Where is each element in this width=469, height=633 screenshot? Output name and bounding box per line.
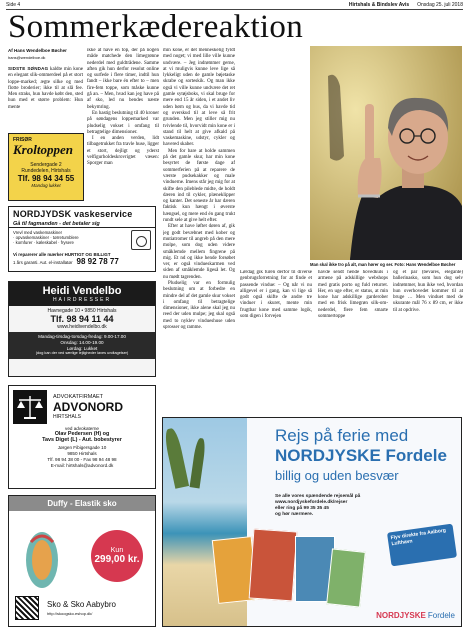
article-title: Sommerkædereaktion <box>8 9 304 45</box>
author-email[interactable]: hans@wendelboe.dk <box>8 55 46 60</box>
ad-advonord-email[interactable]: E-mail: hirtshals@advonord.dk <box>50 462 114 468</box>
issue-date: Onsdag 25. juli 2018 <box>417 2 463 8</box>
ad-advonord-tel: Tlf. 98 94 38 00 - Fax 98 94 48 98 <box>47 456 117 462</box>
ad-heidi-phone: Tlf. 98 94 11 44 <box>50 314 114 324</box>
brochure-images <box>215 530 365 616</box>
photo-caption: Man skal ikke tro på alt, man hører og ser. Foto: Hans Wendelboe Bøcher <box>310 262 456 267</box>
flight-badge <box>387 524 457 567</box>
ad-advonord-line1: ADVOKATFIRMAET <box>53 394 104 400</box>
col2-p1: ikke at have en top, der på nogen måde matchede den limegrønne nederdel med guldtrådene. Samme aften gik hun derfor resolut online og surfede i flere timer, indtil hun fandt – ikke bare én efter to – men fire-fem toppe, som måske kunne gå an. – Men, hvad kan jeg have på af sko, led nu bendes næste bekymring. <box>87 48 159 110</box>
ad-heidi-hours-1: Mandag-tirsdag-torsdag-fredag: 9.00-17.00 <box>38 334 126 339</box>
ad-heidi-address: Havnegade 10 • 9850 Hirtshals <box>47 308 117 314</box>
service-line-3: · komfurer · køleskabel · frysere <box>13 240 74 246</box>
ad-advonord-city: HIRTSHALS <box>53 414 81 420</box>
ad-advonord-v2: Olav Pedersen (H) og <box>54 430 110 437</box>
shoe-image <box>17 520 67 590</box>
col5-text: havde sendt hende hovedkuls i armene på adskillige webshops med gratis porto og fuld returret. Her, en uge efter, er status, at min kone har adskillige garderober med en frisk limegrøn silk-om-nederdel, flere fem smarte sommertoppe <box>318 270 388 320</box>
ad-fordele-headline-3: billig og uden besvær <box>275 468 399 483</box>
scales-icon <box>13 390 47 424</box>
ad-advonord-addr1: Jørgen Fibigersgade 10 <box>57 445 107 451</box>
ad-nordjyske-fordele[interactable] <box>162 417 462 627</box>
ad-heidi-vendelbo[interactable] <box>8 281 156 377</box>
ad-fordele-headline-2: NORDJYSKE Fordele <box>275 446 447 465</box>
ad-fordele-body-2[interactable]: www.nordjyskefordele.dk/rejser <box>275 500 348 505</box>
ad-fordele-body-4: og hør nærmere. <box>275 512 314 517</box>
ad-advonord-v1: ved advokaterne <box>65 426 99 431</box>
ad-advonord-name: ADVONORD <box>53 400 124 414</box>
col1-text: kaldte min kone en elegant slik-ommerdeel på et stort loppe-marked; ægte silke og med flotte broderier; ikke til at slå fee. Men straks, hun havde købt den, sted hun med et større problem: Hun mente <box>8 67 83 110</box>
col3-p2: Men for bare at holde sammen på det gamle skur, har min kone besyrtet de første dage af sommerferien på at reparere de værste pudsekakker og male vinduerne. Imens står jeg mig for at skifte den pileblede midte, de holdt dæren ind til cykler, plæneklipper og kanter. Det seneste år har dæren faktisk kun hængt i øverste hængsel, og mere end én gang trukt rundt sele at give helt efter. <box>163 148 235 224</box>
price-badge <box>91 530 143 582</box>
article-col-1 <box>8 66 83 128</box>
article-photo <box>310 46 462 260</box>
ad-heidi-hours-2: Onsdag: 14.00-19.00 <box>60 339 104 345</box>
page-number: Side 4 <box>6 2 21 8</box>
qr-code-icon[interactable] <box>15 596 39 620</box>
article-col-3 <box>163 48 235 412</box>
ad-heidi-sub: HAIRDRESSER <box>52 297 112 303</box>
ad-advonord-v3: Tavs Diget (L) - Aut. bobestyrer <box>42 436 122 443</box>
ad-fordele-logo-1: NORDJYSKE <box>376 611 426 620</box>
ad-nordjydsk-repair2: 1 års garanti. Aut. el-installatør <box>13 260 73 265</box>
washer-icon <box>131 230 151 250</box>
ad-nordjydsk[interactable] <box>8 206 156 272</box>
article-col-4 <box>240 270 312 380</box>
article-lead: SIDSTE SØNDAG <box>8 66 49 71</box>
service-line-2: · opvaskemaskiner · tørretumblere <box>13 235 79 241</box>
ad-heidi-note: (dog kan der ved særlige lejligheder laves undtagelser) <box>35 351 129 356</box>
ad-duffy-price: 299,00 kr. <box>94 554 140 565</box>
ad-nordjydsk-title: NORDJYDSK vaskeservice <box>13 209 133 219</box>
paper-name: Hirtshals & Bindslev Avis <box>348 2 410 8</box>
ad-nordjydsk-phone: 98 92 78 77 <box>76 257 119 266</box>
ad-duffy[interactable] <box>8 495 156 627</box>
ad-kroltoppen-address: Sendergade 2 <box>30 162 62 168</box>
col2-p2: En hastig beslutning til 40 kroner på søndagens loppemarked var pludselig vokset i omfang til betragtelige dimensioner. <box>87 110 159 135</box>
ad-heidi-name: Heidi Vendelbo <box>42 285 122 297</box>
ad-duffy-kun: Kun <box>110 547 124 554</box>
col3-p4: Pludselig var en formulig beslutning om at forbedre en mindre del af det gamle skur vokset i omfang til betragtelige dimensioner, ikke alene skal jeg nu reed der uden mulpe; jeg skal også med to nyklev vindueshuse uden sprosser og ramme. <box>163 280 235 331</box>
ad-fordele-body-1: Se alle vores spændende rejsemål på <box>275 494 361 499</box>
man-pointing-illustration <box>310 46 462 260</box>
ad-duffy-url[interactable]: http://skoogsko.eshop.dk/ <box>47 611 93 616</box>
ad-nordjydsk-services <box>13 230 125 250</box>
col6-text: og et par (bevares, elegante) ballerinasko, som hun dog selv indrømmer, hun ikke ved, hvordan hun overhovedet kommer til at bruge … Men vinduet med de ukurante mål 76 x 89 cm, er ikke til at opdrive. <box>393 270 463 313</box>
ad-kroltoppen-note: Mandag lukket <box>31 183 61 188</box>
ad-duffy-shop: Sko & Sko Aabybro <box>47 600 116 609</box>
ad-heidi-web[interactable]: www.heidivendelbo.dk <box>57 324 107 330</box>
ad-fordele-logo <box>376 611 455 620</box>
ad-kroltoppen[interactable] <box>8 133 84 201</box>
ad-fordele-badge: Flyv direkte fra Aalborg Lufthavn <box>390 527 447 548</box>
article-byline: Af Hans Wendelboe Bøcher <box>8 48 67 53</box>
article-col-5 <box>318 270 388 380</box>
ad-nordjydsk-tagline: Gå til fagmanden - det betaler sig <box>9 221 155 228</box>
ad-advonord-addr2: 9850 Hirtshals <box>67 451 97 457</box>
ad-kroltoppen-name: Kroltoppen <box>13 142 73 157</box>
ad-duffy-title: Duffy - Elastik sko <box>9 496 155 511</box>
ad-advonord[interactable] <box>8 385 156 489</box>
service-line-1: Vrevl med vaskemaskiner <box>13 230 63 235</box>
ad-kroltoppen-phone: Tlf. 98 94 34 55 <box>17 174 75 183</box>
col2-p3: I en anden verden, lidt tilbagetrukket fra travle huse, ligger et stort, dejligt og yderst velfigurholdeskrovrigtet væsen: Sporger man <box>87 136 159 167</box>
article-col-2 <box>87 48 159 198</box>
ad-fordele-headline-1: Rejs på ferie med <box>275 426 409 445</box>
ad-nordjydsk-repair: Vi reparerer alle mærker HURTIGT OG BILLIGT <box>13 252 111 257</box>
ad-heidi-hours-3: Lørdag: Lukket <box>66 345 98 351</box>
ad-kroltoppen-town: Rundedelen, Hirtshals <box>21 168 71 174</box>
col3-p3: Efter at have løftet døren af, gik jeg godt bevæbnet med kober og mutiatromer til angreb på den mere molpe, som dog uden videre småklemde mellem fingrene på mig. Et nd og ikke hende forsøbet ver, er også vindueskarmen ved siden af småklemde ligeså let. Og nu mødt tagrenden. <box>163 224 235 280</box>
article-col-6 <box>393 270 463 380</box>
col4-text: Lørdag gik turen derfor til diverse genbrugsforretning for at finde et passende vindue: – Og når vi nu alligevel er i gang, kan vi lige så godt også skifte de andre tre vinduer i skuret, mente min frugtbar kone med samme logik, som digen i forvejen <box>240 270 312 320</box>
col3-p1: min kone, er det menneskelig fyldt med noget; vi med lille ville kunne undvære. – Jeg indrømmer gerne, at vi muligvis kunne leve lige så lykkeligt uden de gamle bøjetaske skrabe og sorteskik. Og man ikke også vi ville kunne undvære det ret gamle sytøjsboks, vi skal bruge for mere end 15 år siden, i et andet liv uden børn og hus, da vi havde tid og overskud til at leve så frit grunden. Men jeg stiller mig nu tvivlende til, hvorvidt min kone er i stand til helt at give afkald på vaskemaskine, udstyr, cykler og havered skaber. <box>163 48 235 148</box>
ad-fordele-body-3: eller ring på 99 35 35 45 <box>275 506 329 511</box>
ad-fordele-logo-2: Fordele <box>427 611 455 620</box>
ad-kroltoppen-brand: FRISØR <box>13 137 32 143</box>
